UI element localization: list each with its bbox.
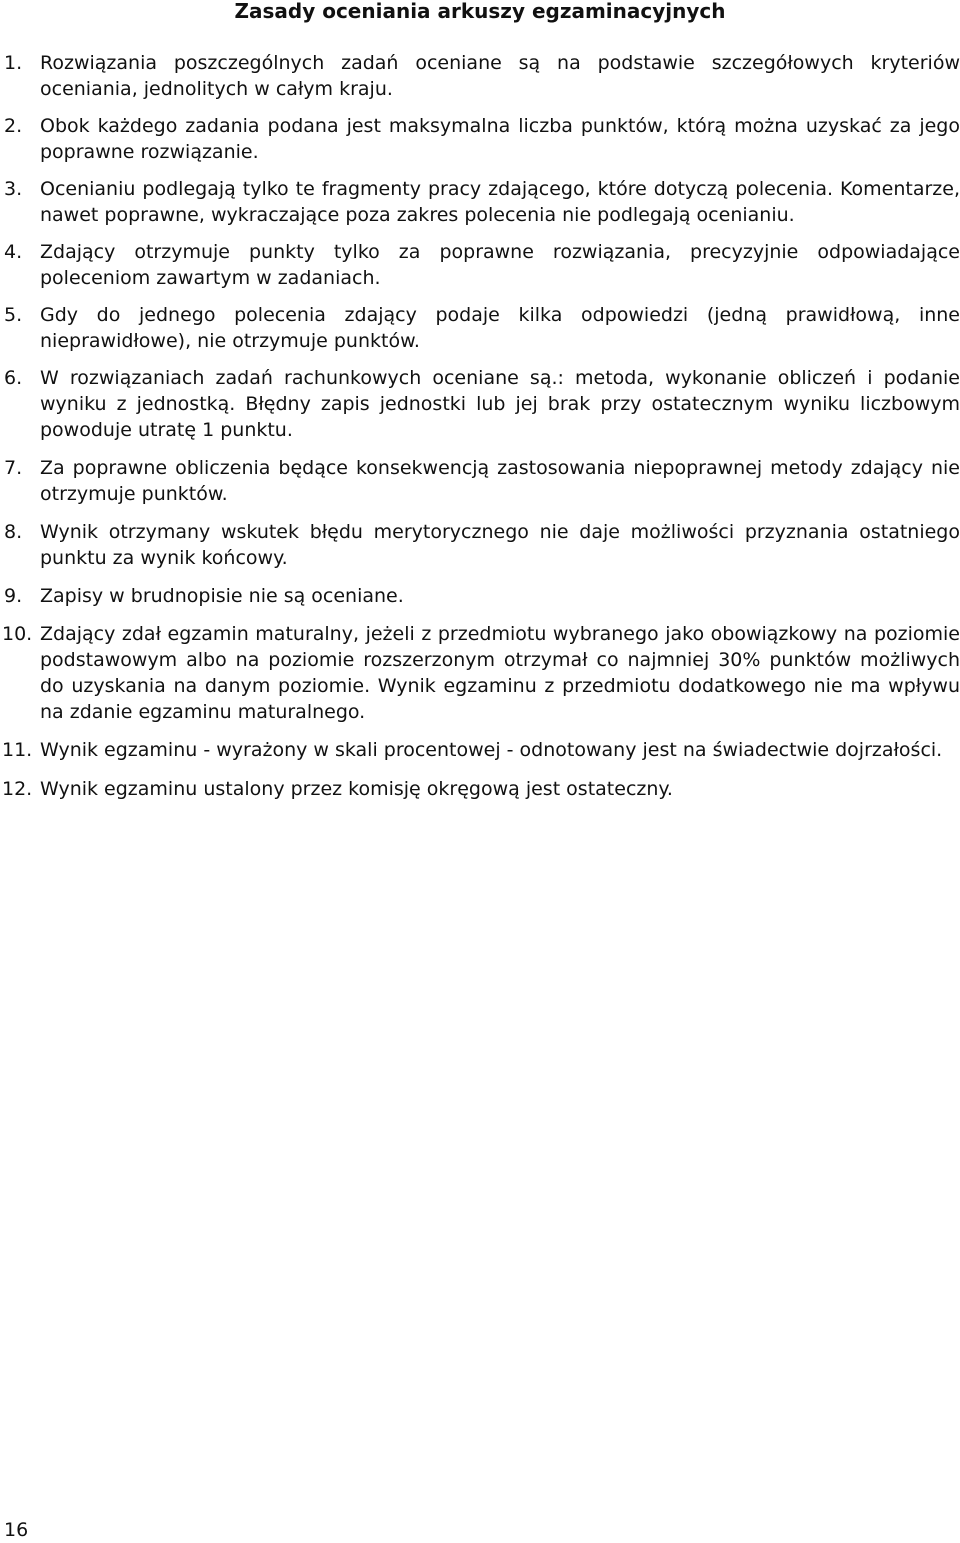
rule-item-4: [0, 239, 960, 291]
page-title: Zasady oceniania arkuszy egzaminacyjnych: [234, 0, 726, 23]
rule-number: 12.: [2, 778, 33, 800]
rules-list: [0, 50, 960, 802]
rule-item-8: [0, 519, 960, 571]
rule-number: 9.: [4, 585, 23, 607]
rule-number: 3.: [4, 178, 23, 200]
rule-item-7: [0, 455, 960, 507]
rule-text: Ocenianiu podlegają tylko te fragmenty pracy zdającego, które dotyczą polecenia. Komentarze, nawet poprawne, wykraczające poza zakres polecenia nie podlegają ocenianiu.: [40, 178, 960, 226]
rule-number: 6.: [4, 367, 23, 389]
rule-text: Obok każdego zadania podana jest maksymalna liczba punktów, którą można uzyskać za jego poprawne rozwiązanie.: [40, 115, 960, 163]
rule-number: 10.: [2, 623, 33, 645]
rule-text: Wynik egzaminu ustalony przez komisję okręgową jest ostateczny.: [40, 778, 673, 800]
rule-text: W rozwiązaniach zadań rachunkowych oceniane są.: metoda, wykonanie obliczeń i podanie wyniku z jednostką. Błędny zapis jednostki lub jej brak przy ostatecznym wyniku liczbowym powoduje utratę 1 punktu.: [40, 367, 960, 441]
rule-number: 5.: [4, 304, 23, 326]
rule-text: Wynik otrzymany wskutek błędu merytorycznego nie daje możliwości przyznania ostatniego punktu za wynik końcowy.: [40, 521, 960, 569]
rule-text: Zdający zdał egzamin maturalny, jeżeli z przedmiotu wybranego jako obowiązkowy na poziomie podstawowym albo na poziomie rozszerzonym otrzymał co najmniej 30% punktów możliwych do uzyskania na danym poziomie. Wynik egzaminu z przedmiotu dodatkowego nie ma wpływu na zdanie egzaminu maturalnego.: [40, 623, 960, 723]
page-number: 16: [4, 1519, 29, 1541]
rule-text: Rozwiązania poszczególnych zadań oceniane są na podstawie szczegółowych kryteriów oceniania, jednolitych w całym kraju.: [40, 52, 960, 100]
rule-number: 11.: [2, 739, 33, 761]
rule-item-1: [0, 50, 960, 102]
rule-item-3: [0, 176, 960, 228]
rule-number: 7.: [4, 457, 23, 479]
rule-number: 1.: [4, 52, 23, 74]
rule-text: Zapisy w brudnopisie nie są oceniane.: [40, 585, 404, 607]
rule-text: Gdy do jednego polecenia zdający podaje kilka odpowiedzi (jedną prawidłową, inne nieprawidłowe), nie otrzymuje punktów.: [40, 304, 960, 352]
rule-text: Wynik egzaminu - wyrażony w skali procentowej - odnotowany jest na świadectwie dojrzałości.: [40, 739, 943, 761]
rule-item-12: [0, 776, 960, 802]
rule-item-9: [0, 583, 960, 609]
rule-text: Zdający otrzymuje punkty tylko za poprawne rozwiązania, precyzyjnie odpowiadające poleceniom zawartym w zadaniach.: [40, 241, 960, 289]
rule-item-2: [0, 113, 960, 165]
rule-item-10: [0, 621, 960, 725]
rule-item-11: [0, 737, 960, 763]
rule-item-5: [0, 302, 960, 354]
rule-number: 4.: [4, 241, 23, 263]
rule-text: Za poprawne obliczenia będące konsekwencją zastosowania niepoprawnej metody zdający nie otrzymuje punktów.: [40, 457, 960, 505]
rule-item-6: [0, 365, 960, 443]
rule-number: 2.: [4, 115, 23, 137]
rule-number: 8.: [4, 521, 23, 543]
